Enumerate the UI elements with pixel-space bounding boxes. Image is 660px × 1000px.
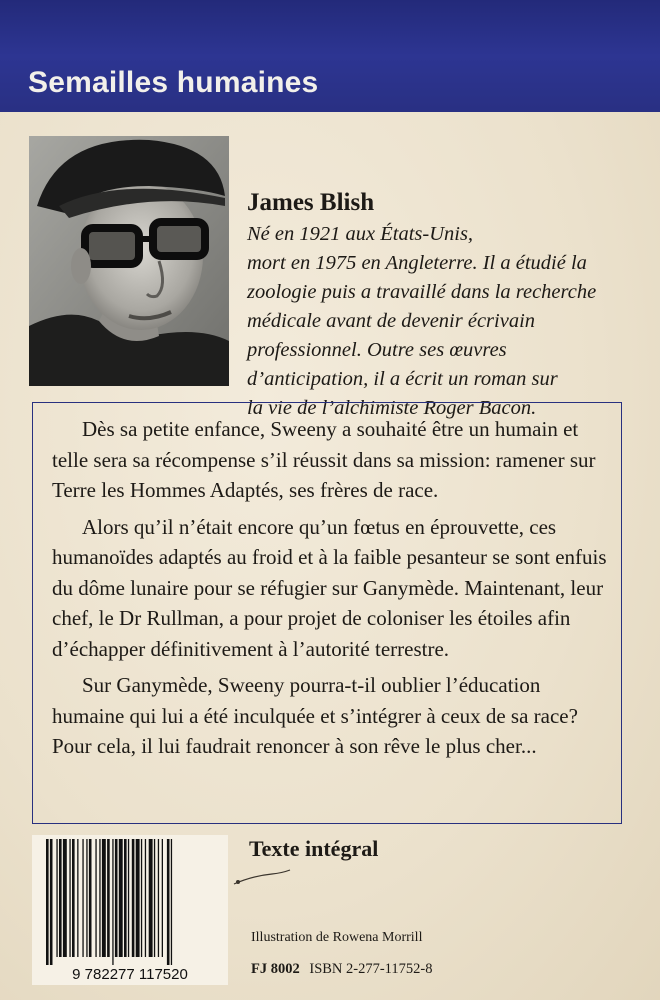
barcode-bar bbox=[124, 839, 127, 957]
catalog-line bbox=[251, 961, 432, 978]
summary-paragraph: Sur Ganymède, Sweeny pourra-t-il oublier l’éducation humaine qui lui a été inculquée et s’intégrer à ceux de sa race? Pour cela, il lui faudrait renoncer à son rêve le plus cher... bbox=[52, 673, 578, 758]
barcode-bar bbox=[69, 839, 70, 957]
series-code: FJ 8002 bbox=[251, 961, 300, 977]
barcode-digits: 9 782277 117520 bbox=[72, 966, 188, 983]
barcode-bar bbox=[167, 839, 170, 965]
barcode-bar bbox=[171, 839, 172, 965]
barcode-bar bbox=[112, 839, 113, 965]
bio-line: Né en 1921 aux États-Unis, bbox=[247, 223, 474, 245]
barcode-bar bbox=[119, 839, 123, 957]
barcode-bar bbox=[132, 839, 135, 957]
isbn-number: ISBN 2-277-11752-8 bbox=[309, 961, 433, 977]
author-portrait bbox=[29, 136, 229, 386]
author-bio bbox=[247, 220, 647, 423]
book-title: Semailles humaines bbox=[28, 66, 319, 99]
barcode-bar bbox=[128, 839, 129, 957]
illustration-credit: Illustration de Rowena Morrill bbox=[251, 930, 423, 945]
barcode-bar bbox=[63, 839, 67, 957]
summary-text bbox=[52, 414, 612, 768]
barcode-bar bbox=[99, 839, 100, 957]
bio-line: la vie de l’alchimiste Roger Bacon. bbox=[247, 397, 537, 419]
barcode-bar bbox=[82, 839, 83, 957]
barcode-bar bbox=[158, 839, 159, 957]
summary-paragraph: Alors qu’il n’était encore qu’un fœtus en éprouvette, ces humanoïdes adaptés au froid et à la faible pesanteur se sont enfuis du dôme lunaire pour se réfugier sur Ganymède. Maintenant, leur chef, le Dr Rullman, a pour projet de coloniser les étoiles afin d’échapper définitivement à l’autorité terrestre. bbox=[52, 514, 607, 661]
bio-line: professionnel. Outre ses œuvres bbox=[247, 339, 507, 361]
author-name: James Blish bbox=[247, 189, 375, 216]
barcode-bar bbox=[141, 839, 142, 957]
barcode-bar bbox=[56, 839, 57, 957]
bio-line: zoologie puis a travaillé dans la recherche bbox=[247, 281, 597, 303]
barcode-bar bbox=[77, 839, 78, 957]
bio-line: mort en 1975 en Angleterre. Il a étudié la bbox=[247, 252, 587, 274]
barcode-bar bbox=[89, 839, 92, 957]
barcode-bar bbox=[46, 839, 49, 965]
barcode-bar bbox=[72, 839, 75, 957]
author-block bbox=[247, 188, 647, 423]
scuff-mark bbox=[232, 868, 292, 888]
barcode-bar bbox=[107, 839, 110, 957]
bio-line: d’anticipation, il a écrit un roman sur bbox=[247, 368, 558, 390]
barcode-bar bbox=[50, 839, 53, 965]
barcode-bar bbox=[95, 839, 96, 957]
barcode-bar bbox=[136, 839, 140, 957]
barcode-bar bbox=[154, 839, 155, 957]
barcode-bar bbox=[145, 839, 146, 957]
edition-note: Texte intégral bbox=[249, 836, 379, 861]
summary-paragraph: Dès sa petite enfance, Sweeny a souhaité être un humain et telle sera sa récompense s’il réussit dans sa mission: ramener sur Terre les Hommes Adaptés, ses frères de race. bbox=[52, 417, 596, 502]
barcode-bar bbox=[86, 839, 87, 957]
bio-line: médicale avant de devenir écrivain bbox=[247, 310, 536, 332]
barcode-bar bbox=[59, 839, 62, 957]
barcode-bar bbox=[149, 839, 153, 957]
barcode-bar bbox=[115, 839, 118, 957]
barcode-bar bbox=[102, 839, 106, 957]
isbn-barcode bbox=[32, 835, 228, 985]
barcode-bar bbox=[162, 839, 163, 957]
